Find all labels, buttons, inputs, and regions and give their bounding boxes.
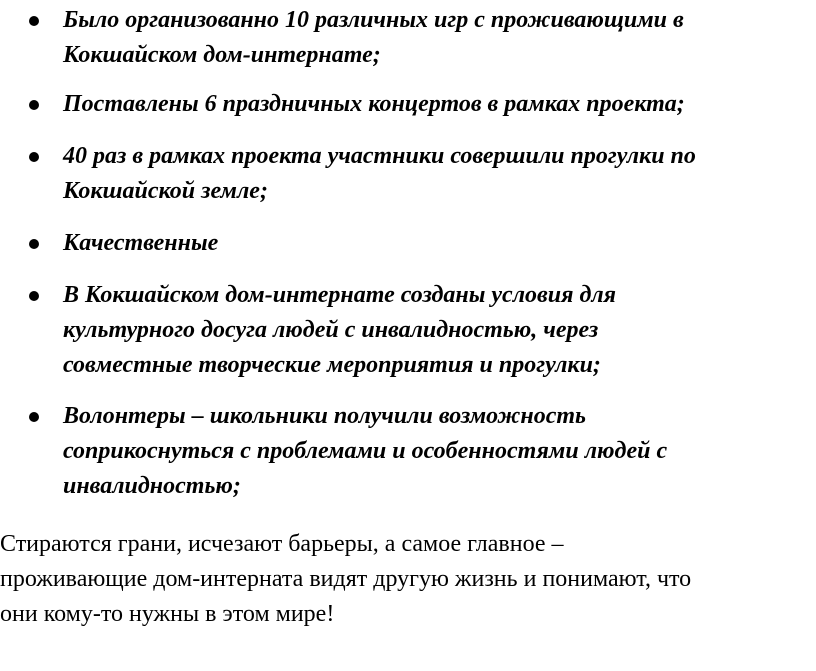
bullet-icon xyxy=(29,16,39,26)
list-item-text: Было организованно 10 различных игр с проживающими в Кокшайском дом-интернате; xyxy=(63,7,684,68)
bullet-icon xyxy=(29,152,39,162)
list-item-text: Поставлены 6 праздничных концертов в рамках проекта; xyxy=(63,91,685,117)
list-item-text: 40 раз в рамках проекта участники совершили прогулки по Кокшайской земле; xyxy=(63,143,696,204)
bullet-icon xyxy=(29,239,39,249)
list-item-text: Волонтеры – школьники получили возможность соприкоснуться с проблемами и особенностями людей с инвалидностью; xyxy=(63,403,668,499)
bullet-icon xyxy=(29,291,39,301)
bullet-icon xyxy=(29,412,39,422)
bullet-icon xyxy=(29,100,39,110)
list-item-text: Качественные xyxy=(63,230,219,256)
list-item-text: В Кокшайском дом-интернате созданы условия для культурного досуга людей с инвалидностью, через совместные творческие мероприятия и прогулки; xyxy=(63,282,617,378)
closing-paragraph: Стираются грани, исчезают барьеры, а самое главное – проживающие дом-интерната видят другую жизнь и понимают, что они кому-то нужны в этом мире! xyxy=(0,531,692,627)
